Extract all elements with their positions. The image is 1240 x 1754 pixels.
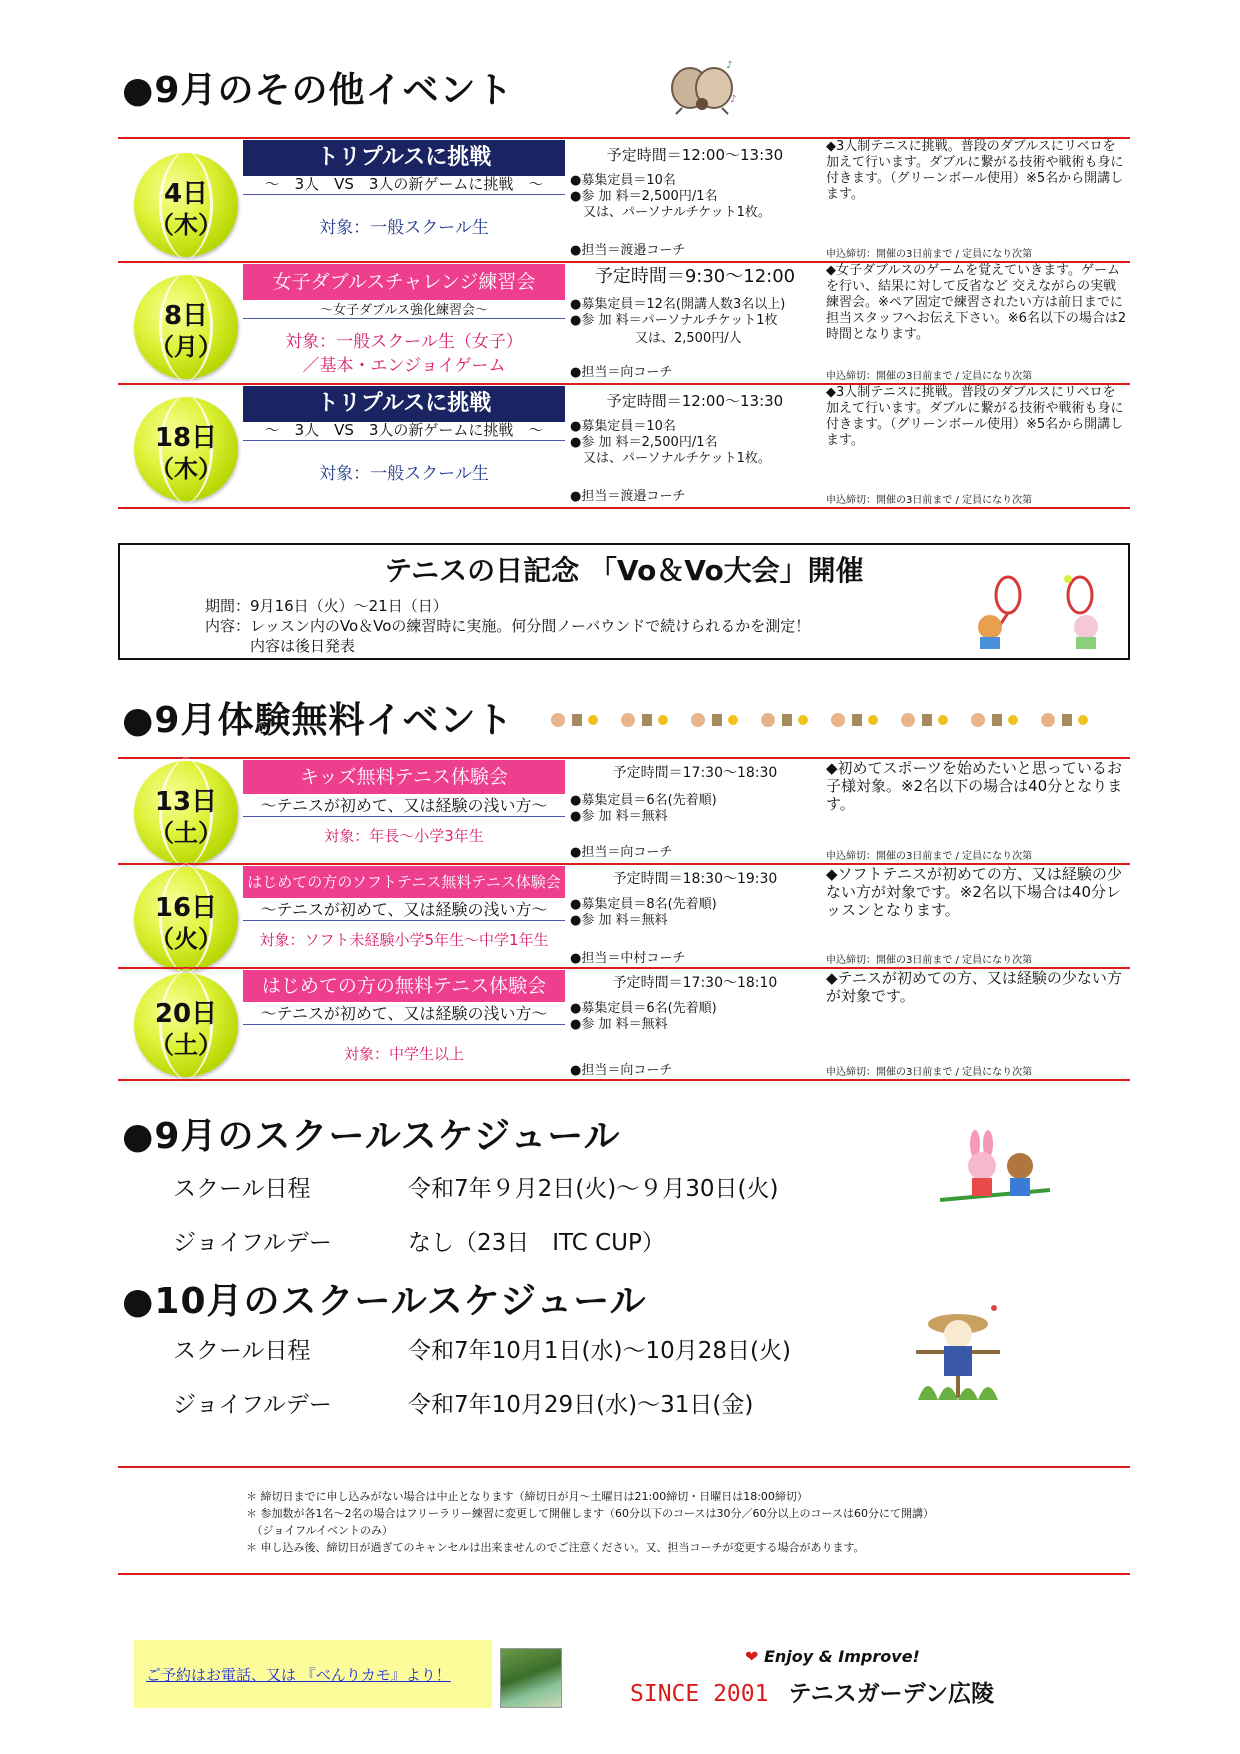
tennis-day-period: 期間：9月16日（火）～21日（日）: [205, 597, 448, 615]
oct-school-label: スクール日程: [173, 1338, 311, 1364]
event-target: 対象：年長～小学3年生: [324, 827, 484, 845]
event-subtitle: ～女子ダブルス強化練習会～: [243, 299, 565, 319]
event-capacity: ●募集定員＝10名: [570, 419, 676, 434]
event-weekday: （土）: [150, 819, 222, 847]
event-weekday: （木）: [150, 211, 222, 239]
event-fee: ●参 加 料＝無料: [570, 809, 668, 824]
event-row-sept-8: [118, 263, 1130, 383]
event-banner: キッズ無料テニス体験会: [243, 760, 565, 794]
section-title-sept-schedule: ●9月のスクールスケジュール: [122, 1116, 621, 1157]
event-capacity: ●募集定員＝10名: [570, 173, 676, 188]
event-weekday: （火）: [150, 925, 222, 953]
event-fee: ●参 加 料＝2,500円/1名: [570, 189, 718, 204]
event-banner: トリプルスに挑戦: [243, 386, 565, 422]
event-description: ◆初めてスポーツを始めたいと思っているお子様対象。※2名以下の場合は40分となります。: [826, 759, 1123, 813]
event-time: 予定時間＝12:00～13:30: [606, 392, 784, 410]
event-time: 予定時間＝9:30～12:00: [594, 266, 796, 287]
event-description: ◆女子ダブルスのゲームを覚えていきます。ゲームを行い、結果に対して反省など 交えながらの実戦練習会。※ペア固定で練習されたい方は前日までに担当スタッフへお伝え下さい。※6名以下の場合は2時間となります。: [826, 263, 1127, 342]
oct-joyful-label: ジョイフルデー: [173, 1392, 332, 1418]
staff-photo: [500, 1648, 562, 1708]
reservation-link[interactable]: ご予約はお電話、又は 『べんりカモ』より！: [146, 1666, 451, 1684]
event-day: 20日: [154, 999, 218, 1029]
event-coach: ●担当＝向コーチ: [570, 365, 673, 380]
running-animals-illustration: [940, 1128, 1050, 1218]
section-title-oct-schedule: ●10月のスクールスケジュール: [122, 1281, 647, 1322]
event-fee-alt: 又は、パーソナルチケット1枚。: [570, 205, 771, 220]
divider-line: [118, 1573, 1130, 1575]
note-line: ＊ 締切日までに申し込みがない場合は中止となります（締切日が月～土曜日は21:00締切・日曜日は18:00締切）: [246, 1490, 808, 1503]
date-ball: [134, 275, 238, 379]
event-day: 18日: [154, 423, 218, 453]
event-banner: 女子ダブルスチャレンジ練習会: [243, 264, 565, 300]
event-description: ◆ソフトテニスが初めての方、又は経験の少ない方が対象です。※2名以下場合は40分レッスンとなります。: [826, 865, 1122, 919]
event-fee: ●参 加 料＝パーソナルチケット1枚: [570, 313, 778, 328]
event-time: 予定時間＝18:30～19:30: [612, 871, 778, 887]
event-row-sept-18: [118, 385, 1130, 507]
tagline: [745, 1647, 920, 1666]
event-day: 16日: [154, 893, 218, 923]
date-ball: [134, 153, 238, 257]
since-text: SINCE 2001: [630, 1681, 769, 1707]
event-day: 4日: [163, 179, 209, 209]
tennis-day-content-2: 内容は後日発表: [205, 637, 356, 655]
tennis-day-title: テニスの日記念 「Vo＆Vo大会」開催: [384, 554, 864, 587]
event-description: ◆3人制テニスに挑戦。普段のダブルスにリベロを加えて行います。ダブルに繋がる技術や戦術も身に付きます。（グリーンボール使用）※5名から開講します。: [826, 139, 1124, 202]
event-fee-alt: 又は、パーソナルチケット1枚。: [570, 451, 771, 466]
event-fee: ●参 加 料＝無料: [570, 913, 668, 928]
event-description: ◆3人制テニスに挑戦。普段のダブルスにリベロを加えて行います。ダブルに繋がる技術や戦術も身に付きます。（グリーンボール使用）※5名から開講します。: [826, 385, 1124, 448]
event-fee: ●参 加 料＝2,500円/1名: [570, 435, 718, 450]
event-day: 13日: [154, 787, 218, 817]
tennis-day-content: 内容：レッスン内のVo＆Voの練習時に実施。何分間ノーバウンドで続けられるかを測定！: [205, 617, 811, 635]
event-deadline: 申込締切：開催の3日前まで / 定員になり次第: [826, 1067, 1033, 1078]
event-deadline: 申込締切：開催の3日前まで / 定員になり次第: [826, 955, 1033, 966]
event-coach: ●担当＝向コーチ: [570, 845, 673, 860]
svg-text:♪: ♪: [730, 94, 737, 105]
tagline-text: Enjoy & Improve!: [763, 1647, 920, 1666]
brand-name: テニスガーデン広陵: [788, 1681, 995, 1707]
event-banner: はじめての方の無料テニス体験会: [243, 970, 565, 1002]
note-line: ＊ 参加数が各1名～2名の場合はフリーラリー練習に変更して開催します（60分以下のコースは30分／60分以上のコースは60分にて開講）: [246, 1507, 934, 1520]
event-target: 対象：一般スクール生: [319, 218, 489, 238]
event-subtitle: ～ 3人 VS 3人の新ゲームに挑戦 ～: [243, 419, 565, 441]
event-deadline: 申込締切：開催の3日前まで / 定員になり次第: [826, 371, 1033, 382]
event-subtitle: ～テニスが初めて、又は経験の浅い方～: [243, 793, 565, 817]
event-deadline: 申込締切：開催の3日前まで / 定員になり次第: [826, 495, 1033, 506]
event-time: 予定時間＝12:00～13:30: [606, 146, 784, 164]
event-time: 予定時間＝17:30～18:30: [612, 765, 778, 781]
heart-icon: ❤: [745, 1647, 759, 1666]
event-day: 8日: [163, 301, 209, 331]
divider-line: [118, 507, 1130, 509]
event-banner: はじめての方のソフトテニス無料テニス体験会: [243, 866, 565, 898]
reservation-box: [134, 1640, 492, 1708]
event-target: 対象：一般スクール生（女子）: [285, 332, 523, 352]
event-coach: ●担当＝中村コーチ: [570, 951, 686, 966]
event-deadline: 申込締切：開催の3日前まで / 定員になり次第: [826, 249, 1033, 260]
event-subtitle: ～テニスが初めて、又は経験の浅い方～: [243, 897, 565, 921]
sept-joyful-value: なし（23日 ITC CUP）: [408, 1230, 665, 1256]
event-weekday: （木）: [150, 455, 222, 483]
event-fee-alt: 又は、2,500円/人: [570, 331, 742, 346]
event-row-sept-20: [118, 969, 1130, 1079]
section-title-sept-free: ●9月体験無料イベント: [122, 700, 514, 741]
event-subtitle: ～ 3人 VS 3人の新ゲームに挑戦 ～: [243, 173, 565, 195]
event-capacity: ●募集定員＝12名(開講人数3名以上): [570, 297, 786, 312]
sept-school-value: 令和7年９月2日(火)～９月30日(火): [408, 1176, 779, 1202]
oct-school-value: 令和7年10月1日(水)～10月28日(火): [408, 1338, 791, 1364]
divider-line: [118, 1079, 1130, 1081]
event-subtitle: ～テニスが初めて、又は経験の浅い方～: [243, 1001, 565, 1025]
event-coach: ●担当＝向コーチ: [570, 1063, 673, 1078]
svg-text:♪: ♪: [726, 60, 733, 71]
note-line: （ジョイフルイベントのみ）: [246, 1524, 393, 1537]
tennis-animals-illustration: [968, 575, 1118, 651]
date-ball: [134, 761, 238, 865]
bug-couple-illustration: [662, 56, 742, 116]
event-banner: トリプルスに挑戦: [243, 140, 565, 176]
event-coach: ●担当＝渡邉コーチ: [570, 489, 686, 504]
section-title-sept-other: ●9月のその他イベント: [122, 70, 514, 111]
event-row-sept-16: [118, 865, 1130, 967]
tennis-day-box: [118, 543, 1130, 660]
event-row-sept-4: [118, 139, 1130, 261]
brand: [630, 1675, 994, 1708]
event-capacity: ●募集定員＝6名(先着順): [570, 1001, 717, 1016]
divider-line: [118, 1466, 1130, 1468]
date-ball: [134, 973, 238, 1077]
oct-joyful-value: 令和7年10月29日(水)～31日(金): [408, 1392, 754, 1418]
event-target: 対象：ソフト未経験小学5年生～中学1年生: [259, 931, 549, 949]
event-fee: ●参 加 料＝無料: [570, 1017, 668, 1032]
date-ball: [134, 867, 238, 971]
event-target: 対象：中学生以上: [343, 1045, 464, 1063]
event-time: 予定時間＝17:30～18:10: [612, 975, 778, 991]
event-weekday: （月）: [150, 333, 222, 361]
sept-school-label: スクール日程: [173, 1176, 311, 1202]
event-target: 対象：一般スクール生: [319, 464, 489, 484]
note-line: ＊ 申し込み後、締切日が過ぎてのキャンセルは出来ませんのでご注意ください。又、担当コーチが変更する場合があります。: [246, 1541, 865, 1554]
scarecrow-illustration: [908, 1302, 1018, 1402]
event-target-2: ／基本・エンジョイゲーム: [302, 356, 506, 376]
decorative-border-illustration: [548, 708, 1118, 732]
event-deadline: 申込締切：開催の3日前まで / 定員になり次第: [826, 851, 1033, 862]
event-coach: ●担当＝渡邉コーチ: [570, 243, 686, 258]
event-weekday: （土）: [150, 1031, 222, 1059]
sept-joyful-label: ジョイフルデー: [173, 1230, 332, 1256]
event-capacity: ●募集定員＝8名(先着順): [570, 897, 717, 912]
event-description: ◆テニスが初めての方、又は経験の少ない方が対象です。: [826, 969, 1122, 1005]
event-row-sept-13: [118, 759, 1130, 863]
event-capacity: ●募集定員＝6名(先着順): [570, 793, 717, 808]
date-ball: [134, 397, 238, 501]
